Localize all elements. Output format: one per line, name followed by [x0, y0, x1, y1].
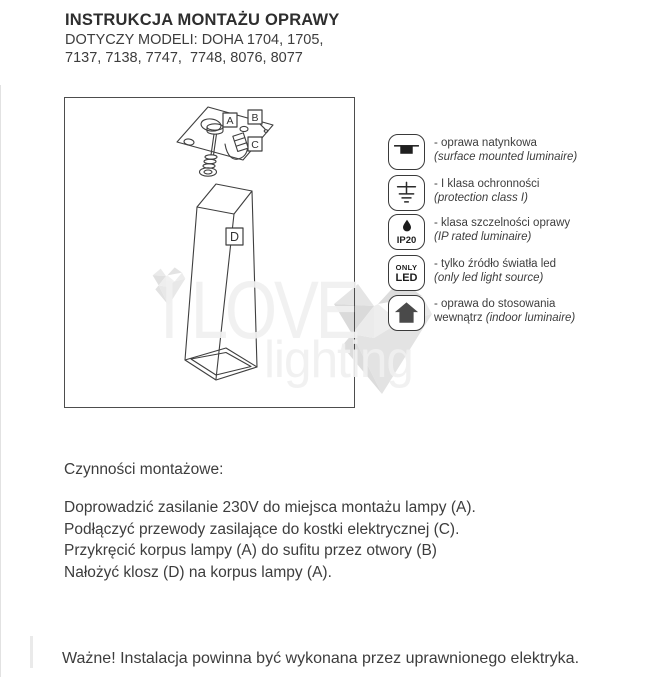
part-label-d: D: [229, 230, 240, 244]
warning-note: Ważne! Instalacja powinna być wykonana przez uprawnionego elektryka.: [62, 650, 580, 667]
spec-label-en: (only led light source): [434, 272, 544, 284]
house-icon: [388, 295, 425, 331]
model-list-line1: DOTYCZY MODELI: DOHA 1704, 1705,: [65, 32, 324, 48]
scan-artifact: [30, 636, 33, 668]
instruction-steps: [64, 497, 476, 583]
lamp-assembly-drawing: [65, 98, 353, 406]
model-list-line2: 7137, 7138, 7747, 7748, 8076, 8077: [65, 50, 303, 66]
page-edge-line: [0, 85, 1, 677]
water-drop-icon: [388, 214, 425, 250]
page-title: INSTRUKCJA MONTAŻU OPRAWY: [65, 11, 340, 29]
surface-mounted-icon: [388, 134, 425, 170]
spec-label-en: (IP rated luminaire): [434, 231, 532, 243]
header: [65, 11, 340, 66]
lamp-body: [185, 184, 257, 380]
led-badge: LED: [395, 271, 418, 284]
step-line-1: Doprowadzić zasilanie 230V do miejsca montażu lampy (A).: [64, 499, 476, 516]
spec-label-pl: - I klasa ochronności: [434, 178, 540, 190]
part-label-b: B: [251, 111, 259, 124]
ip20-badge: IP20: [396, 234, 417, 246]
spec-label-pl: - oprawa do stosowania: [434, 298, 556, 310]
part-label-a: A: [226, 114, 234, 127]
spec-row-ip-rating: [388, 214, 570, 250]
earth-ground-icon: [388, 175, 425, 211]
spec-label-en: (protection class I): [434, 192, 528, 204]
diagram-frame: [64, 97, 358, 408]
step-line-4: Nałożyć klosz (D) na korpus lampy (A).: [64, 563, 332, 581]
spec-label-en: (surface mounted luminaire): [434, 151, 578, 163]
step-line-3: Przykręcić korpus lampy (A) do sufitu przez otwory (B): [64, 542, 437, 559]
instructions-heading: Czynności montażowe:: [64, 461, 224, 478]
spec-label-pl: - oprawa natynkowa: [434, 137, 537, 149]
watermark-lighting-text: lighting: [264, 331, 413, 389]
spec-row-led-only: [388, 255, 556, 291]
step-line-2: Podłączyć przewody zasilające do kostki elektrycznej (C).: [64, 520, 460, 538]
spec-row-surface-mounted: [388, 134, 577, 170]
watermark-love-text: I LOVE: [160, 265, 358, 356]
only-badge: ONLY: [395, 262, 418, 272]
spec-row-indoor: [388, 295, 575, 331]
spec-row-protection-class: [388, 175, 539, 211]
spec-label-mixed: wewnątrz (indoor luminaire): [434, 312, 576, 324]
spec-label-pl: - klasa szczelności oprawy: [434, 217, 571, 229]
spec-label-pl: - tylko źródło światła led: [434, 258, 557, 270]
led-only-icon: [388, 255, 425, 291]
part-label-c: C: [251, 138, 259, 151]
